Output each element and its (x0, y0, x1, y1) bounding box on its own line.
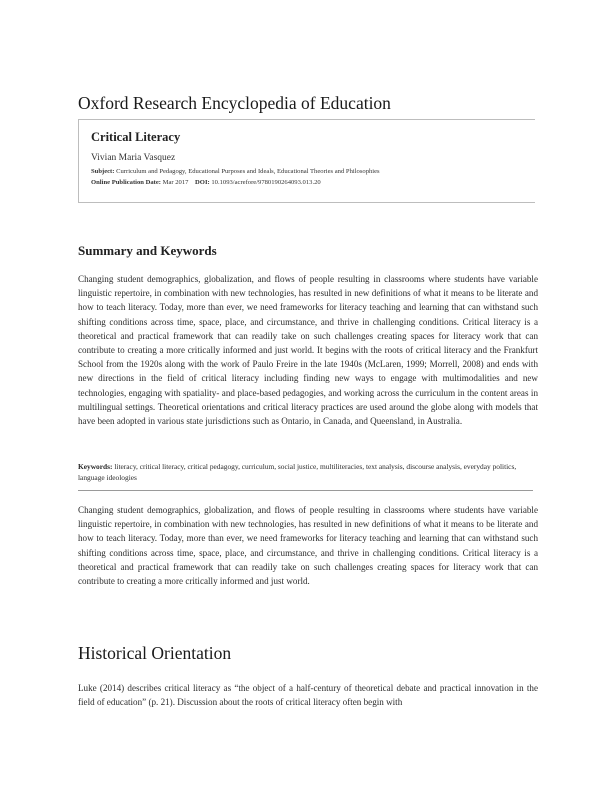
keywords (78, 461, 538, 483)
article-publication-line (91, 179, 321, 186)
intro-paragraph: Changing student demographics, globalization, and flows of people resulting in classrooms where students have variable linguistic repertoire, in combination with new technologies, has resulted in new definitions of what it means to be literate and how to teach literacy. Today, more than ever, we need frameworks for literacy teaching and learning that can withstand such shifting conditions across time, space, place, and circumstance, and thrive in challenging conditions. Critical literacy is a theoretical and practical framework that can readily take on such challenges creating spaces for literacy work that can contribute to creating a more critically informed and just world. (78, 505, 538, 587)
doi-value[interactable]: 10.1093/acrefore/9780190264093.013.20 (211, 179, 321, 186)
summary-heading: Summary and Keywords (78, 243, 217, 258)
article-info-box (78, 119, 535, 203)
section-divider (78, 490, 533, 491)
publication-date-label: Online Publication Date: (91, 179, 161, 186)
keywords-list: literacy, critical literacy, critical pedagogy, curriculum, social justice, multiliteracies, text analysis, discourse analysis, everyday politics, language ideologies (78, 462, 517, 482)
keywords-label: Keywords: (78, 462, 113, 471)
article-author[interactable]: Vivian Maria Vasquez (91, 153, 176, 163)
article-subject-line (91, 168, 380, 175)
article-title: Critical Literacy (91, 130, 181, 144)
encyclopedia-title: Oxford Research Encyclopedia of Education (78, 93, 391, 113)
publication-date: Mar 2017 (162, 179, 189, 186)
historical-paragraph: Luke (2014) describes critical literacy as “the object of a half-century of theoretical debate and practical innovation in the field of education” (p. 21). Discussion about the roots of critical literacy often begin with (78, 683, 538, 708)
historical-orientation-heading: Historical Orientation (78, 643, 232, 663)
doi-label: DOI: (195, 179, 210, 186)
subject-label: Subject: (91, 168, 115, 175)
subject-value[interactable]: Curriculum and Pedagogy, Educational Purposes and Ideals, Educational Theories and Philosophies (116, 168, 380, 175)
abstract-paragraph: Changing student demographics, globalization, and flows of people resulting in classrooms where students have variable linguistic repertoire, in combination with new technologies, has resulted in new definitions of what it means to be literate and how to teach literacy. Today, more than ever, we need frameworks for literacy teaching and learning that can withstand such shifting conditions across time, space, place, and circumstance, and thrive in challenging conditions. Critical literacy is a theoretical and practical framework that can readily take on such challenges creating spaces for literacy work that can contribute to creating a more critically informed and just world. It begins with the roots of critical literacy and the Frankfurt School from the 1920s along with the work of Paulo Freire in the late 1940s (McLaren, 1999; Morrell, 2008) and ends with new directions in the field of critical literacy including finding new ways to engage with multimodalities and new technologies, engaging with spatiality- and place-based pedagogies, and working across the curriculum in the content areas in multilingual settings. Theoretical orientations and critical literacy practices are used around the globe along with models that have been adopted in various state jurisdictions such as Ontario, in Canada, and Queensland, in Australia. (78, 274, 538, 427)
